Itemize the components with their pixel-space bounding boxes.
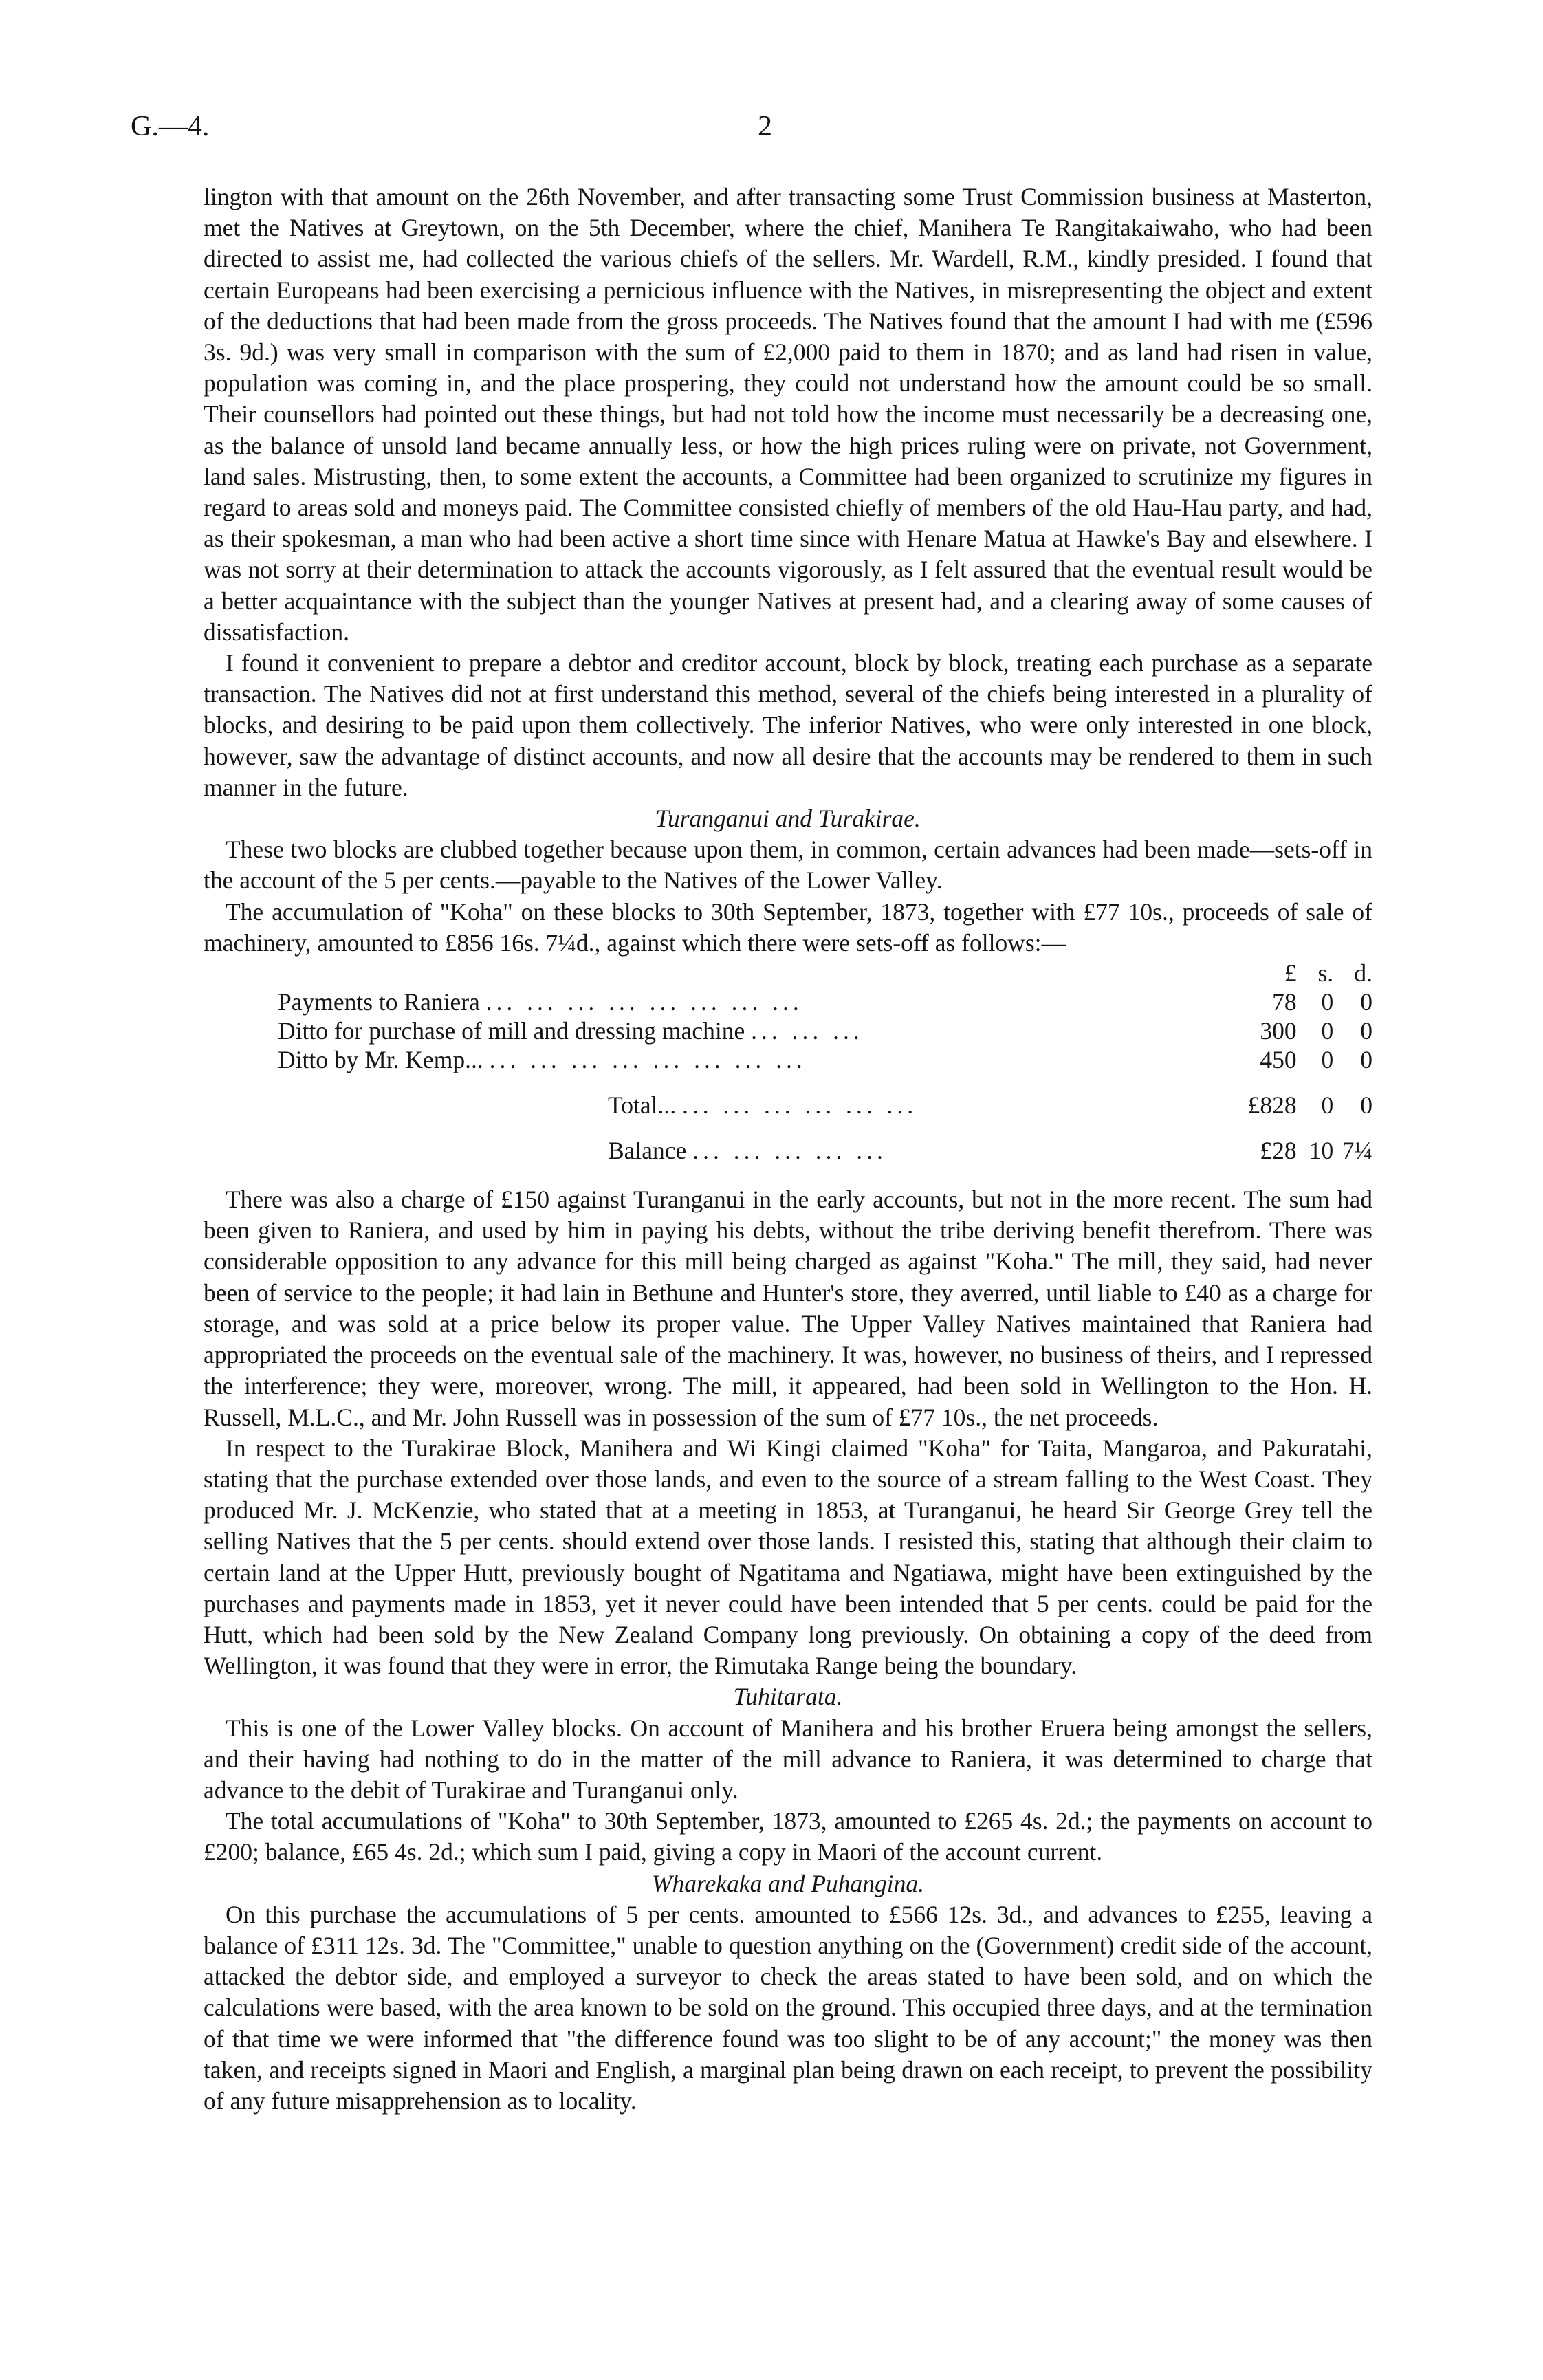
paragraph: The accumulation of "Koha" on these blocks to 30th September, 1873, together with £77 10s., proceeds of sale of machinery, amounted to £856 16s. 7¼d., against which there were sets-off as follows:— [204, 897, 1372, 957]
row-shillings: 0 [1321, 988, 1334, 1016]
page-number: 2 [758, 111, 772, 142]
row-pence: 0 [1360, 1017, 1372, 1045]
account-table [278, 959, 1372, 1165]
paragraph: The total accumulations of "Koha" to 30th September, 1873, amounted to £265 4s. 2d.; the payments on account to £200; balance, £65 4s. 2d.; which sum I paid, giving a copy in Maori of the account current. [204, 1807, 1372, 1866]
leader-dots: ... ... ... ... ... ... ... ... [485, 988, 803, 1016]
paragraph: On this purchase the accumulations of 5 per cents. amounted to £566 12s. 3d., and advances to £255, leaving a balance of £311 12s. 3d. The "Committee," unable to question anything on the (Government) credit side of the account, attacked the debtor side, and employed a surveyor to check the areas stated to have been sold, and on which the calculations were based, with the area known to be sold on the ground. This occupied three days, and at the termination of that time we were informed that "the difference found was too slight to be of any account;" the money was then taken, and receipts signed in Maori and English, a marginal plan being drawn on each receipt, to prevent the possibility of any future misapprehension as to locality. [204, 1900, 1372, 2115]
total-label: Total... [608, 1091, 677, 1120]
section-heading-turanganui: Turanganui and Turakirae. [655, 805, 921, 833]
leader-dots: ... ... ... [751, 1017, 864, 1045]
row-pounds: 300 [1260, 1017, 1297, 1045]
paragraph: There was also a charge of £150 against Turanganui in the early accounts, but not in the more recent. The sum had been given to Raniera, and used by him in paying his debts, without the tribe deriving benefit therefrom. There was considerable opposition to any advance for this mill being charged as against "Koha." The mill, they said, had never been of service to the people; it had lain in Bethune and Hunter's store, they averred, until liable to £40 as a charge for storage, and was sold at a price below its proper value. The Upper Valley Natives maintained that Raniera had appropriated the proceeds on the eventual sale of the machinery. It was, however, no business of theirs, and I repressed the interference; they were, moreover, wrong. The mill, it appeared, had been sold in Wellington to the Hon. H. Russell, M.L.C., and Mr. John Russell was in possession of the sum of £77 10s., the net proceeds. [204, 1186, 1372, 1431]
row-label: Payments to Raniera [278, 988, 480, 1016]
row-shillings: 0 [1321, 1046, 1334, 1074]
row-pounds: 78 [1272, 988, 1297, 1016]
account-row [278, 987, 1372, 1016]
total-pence: 0 [1360, 1091, 1372, 1120]
account-row [278, 1045, 1372, 1074]
balance-shillings: 10 [1309, 1137, 1334, 1165]
paragraph: In respect to the Turakirae Block, Manihera and Wi Kingi claimed "Koha" for Taita, Mangaroa, and Pakuratahi, stating that the purchase extended over those lands, and even to the source of a stream falling to the West Coast. They produced Mr. J. McKenzie, who stated that at a meeting in 1853, at Turanganui, he heard Sir George Grey tell the selling Natives that the 5 per cents. should extend over those lands. I resisted this, stating that although their claim to certain land at the Upper Hutt, previously bought of Ngatitama and Ngatiawa, might have been extinguished by the purchases and payments made in 1853, yet it never could have been intended that 5 per cents. could be paid for the Hutt, which had been sold by the New Zealand Company long previously. On obtaining a copy of the deed from Wellington, it was found that they were in error, the Rimutaka Range being the boundary. [204, 1434, 1372, 1680]
balance-pounds: £28 [1260, 1137, 1297, 1165]
paragraph: lington with that amount on the 26th November, and after transacting some Trust Commission business at Masterton, met the Natives at Greytown, on the 5th December, where the chief, Manihera Te Rangitakaiwaho, who had been directed to assist me, had collected the various chiefs of the sellers. Mr. Wardell, R.M., kindly presided. I found that certain Europeans had been exercising a pernicious influence with the Natives, in misrepresenting the object and extent of the deductions that had been made from the gross proceeds. The Natives found that the amount I had with me (£596 3s. 9d.) was very small in comparison with the sum of £2,000 paid to them in 1870; and as land had risen in value, population was coming in, and the place prospering, they could not understand how the amount could be so small. Their counsellors had pointed out these things, but had not told how the income must necessarily be a decreasing one, as the balance of unsold land became annually less, or how the high prices ruling were on private, not Government, land sales. Mistrusting, then, to some extent the accounts, a Committee had been organized to scrutinize my figures in regard to areas sold and moneys paid. The Committee consisted chiefly of members of the old Hau-Hau party, and had, as their spokesman, a man who had been active a short time since with Henare Matua at Hawke's Bay and elsewhere. I was not sorry at their determination to attack the accounts vigorously, as I felt assured that the eventual result would be a better acquaintance with the subject than the younger Natives at present had, and a clearing away of some causes of dissatisfaction. [204, 183, 1372, 646]
body-text [204, 182, 1372, 2117]
account-balance-row [278, 1136, 1372, 1165]
row-label: Ditto for purchase of mill and dressing machine [278, 1017, 745, 1045]
row-shillings: 0 [1321, 1017, 1334, 1045]
row-pence: 0 [1360, 988, 1372, 1016]
section-heading-tuhitarata: Tuhitarata. [733, 1683, 843, 1711]
balance-label: Balance [608, 1137, 687, 1165]
shillings-header: s. [1317, 959, 1334, 987]
leader-dots: ... ... ... ... ... ... [681, 1091, 918, 1120]
total-pounds: £828 [1247, 1091, 1297, 1120]
pounds-header: £ [1284, 959, 1297, 987]
section-heading-wharekaka: Wharekaka and Puhangina. [651, 1869, 924, 1897]
account-header-row [278, 959, 1372, 987]
pence-header: d. [1354, 959, 1372, 987]
account-row [278, 1016, 1372, 1045]
document-reference: G.—4. [131, 111, 210, 142]
paragraph: This is one of the Lower Valley blocks. On account of Manihera and his brother Eruera being amongst the sellers, and their having had nothing to do in the matter of the mill advance to Raniera, it was determined to charge that advance to the debit of Turakirae and Turanganui only. [204, 1714, 1372, 1804]
total-shillings: 0 [1321, 1091, 1334, 1120]
paragraph: These two blocks are clubbed together because upon them, in common, certain advances had been made—sets-off in the account of the 5 per cents.—payable to the Natives of the Lower Valley. [204, 836, 1372, 895]
leader-dots: ... ... ... ... ... [692, 1137, 887, 1165]
row-pence: 0 [1360, 1046, 1372, 1074]
paragraph: I found it convenient to prepare a debtor and creditor account, block by block, treating each purchase as a separate transaction. The Natives did not at first understand this method, several of the chiefs being interested in a plurality of blocks, and desiring to be paid upon them collectively. The inferior Natives, who were only interested in one block, however, saw the advantage of distinct accounts, and now all desire that the accounts may be rendered to them in such manner in the future. [204, 649, 1372, 801]
row-pounds: 450 [1260, 1046, 1297, 1074]
row-label: Ditto by Mr. Kemp... [278, 1046, 483, 1074]
account-total-row [278, 1091, 1372, 1120]
leader-dots: ... ... ... ... ... ... ... ... [489, 1046, 807, 1074]
balance-pence: 7¼ [1342, 1137, 1372, 1165]
